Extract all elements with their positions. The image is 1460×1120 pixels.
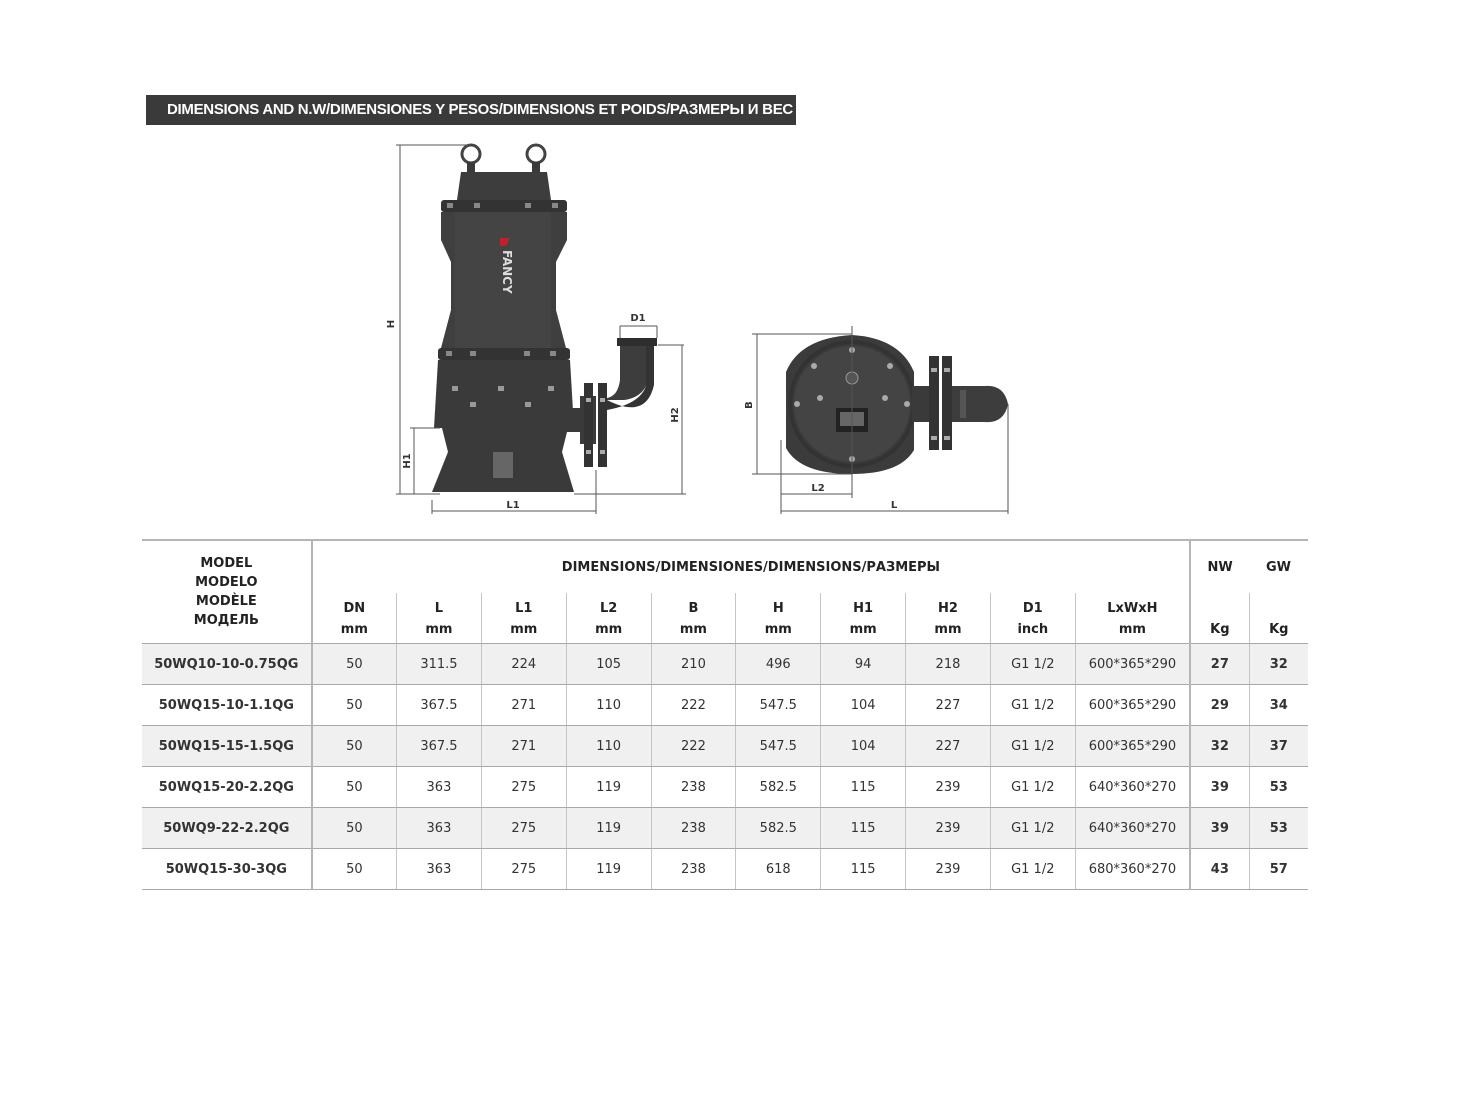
value-cell: 238 xyxy=(651,767,736,808)
col-header: H2 mm xyxy=(906,593,991,644)
value-cell: 110 xyxy=(566,685,651,726)
table-row xyxy=(142,849,1308,890)
value-cell: 50 xyxy=(312,685,397,726)
value-cell: 222 xyxy=(651,726,736,767)
nw-cell: 39 xyxy=(1190,808,1249,849)
model-cell: 50WQ15-20-2.2QG xyxy=(142,767,312,808)
value-cell: G1 1/2 xyxy=(990,808,1075,849)
table-row xyxy=(142,644,1308,685)
col-header: DN mm xyxy=(312,593,397,644)
dim-label-l2: L2 xyxy=(811,483,825,494)
value-cell: G1 1/2 xyxy=(990,726,1075,767)
value-cell: 119 xyxy=(566,808,651,849)
dim-label-l: L xyxy=(890,500,898,511)
model-cell: 50WQ9-22-2.2QG xyxy=(142,808,312,849)
col-header: Kg xyxy=(1190,593,1249,644)
value-cell: 105 xyxy=(566,644,651,685)
dimensions-table xyxy=(142,539,1308,890)
value-cell: 115 xyxy=(821,808,906,849)
gw-header: GW xyxy=(1249,540,1308,593)
value-cell: G1 1/2 xyxy=(990,767,1075,808)
value-cell: 210 xyxy=(651,644,736,685)
value-cell: 275 xyxy=(481,808,566,849)
value-cell: 115 xyxy=(821,849,906,890)
value-cell: 50 xyxy=(312,726,397,767)
value-cell: 50 xyxy=(312,808,397,849)
value-cell: 367.5 xyxy=(397,685,482,726)
dim-label-h: H xyxy=(386,319,397,329)
value-cell: 238 xyxy=(651,849,736,890)
value-cell: 50 xyxy=(312,767,397,808)
gw-cell: 37 xyxy=(1249,726,1308,767)
model-cell: 50WQ15-10-1.1QG xyxy=(142,685,312,726)
value-cell: 640*360*270 xyxy=(1075,808,1190,849)
value-cell: G1 1/2 xyxy=(990,849,1075,890)
value-cell: 547.5 xyxy=(736,685,821,726)
value-cell: 600*365*290 xyxy=(1075,685,1190,726)
model-header: MODEL MODELO MODÈLE МОДЕЛЬ xyxy=(142,540,312,644)
gw-cell: 57 xyxy=(1249,849,1308,890)
col-header: LxWxH mm xyxy=(1075,593,1190,644)
value-cell: 582.5 xyxy=(736,808,821,849)
value-cell: 680*360*270 xyxy=(1075,849,1190,890)
value-cell: 227 xyxy=(906,726,991,767)
value-cell: 600*365*290 xyxy=(1075,644,1190,685)
value-cell: 640*360*270 xyxy=(1075,767,1190,808)
col-header: L1 mm xyxy=(481,593,566,644)
nw-cell: 29 xyxy=(1190,685,1249,726)
col-header: Kg xyxy=(1249,593,1308,644)
value-cell: 239 xyxy=(906,808,991,849)
value-cell: 50 xyxy=(312,644,397,685)
value-cell: 271 xyxy=(481,685,566,726)
table-row xyxy=(142,808,1308,849)
dim-label-h2: H2 xyxy=(670,407,681,423)
nw-cell: 39 xyxy=(1190,767,1249,808)
value-cell: 311.5 xyxy=(397,644,482,685)
table-row xyxy=(142,767,1308,808)
value-cell: 104 xyxy=(821,726,906,767)
dimensions-header: DIMENSIONS/DIMENSIONES/DIMENSIONS/РАЗМЕРЫ xyxy=(312,540,1190,593)
nw-cell: 27 xyxy=(1190,644,1249,685)
nw-header: NW xyxy=(1190,540,1249,593)
brand-logo: FANCY xyxy=(500,250,514,294)
col-header: B mm xyxy=(651,593,736,644)
value-cell: 239 xyxy=(906,849,991,890)
pump-top-view xyxy=(786,335,1008,474)
col-header: H mm xyxy=(736,593,821,644)
value-cell: 618 xyxy=(736,849,821,890)
dim-label-h1: H1 xyxy=(402,453,413,469)
col-header: H1 mm xyxy=(821,593,906,644)
model-cell: 50WQ15-15-1.5QG xyxy=(142,726,312,767)
col-header: L mm xyxy=(397,593,482,644)
value-cell: 363 xyxy=(397,767,482,808)
value-cell: 496 xyxy=(736,644,821,685)
value-cell: 115 xyxy=(821,767,906,808)
value-cell: 110 xyxy=(566,726,651,767)
value-cell: 119 xyxy=(566,767,651,808)
section-banner: DIMENSIONS AND N.W/DIMENSIONES Y PESOS/DIMENSIONS ET POIDS/РАЗМЕРЫ И ВЕС xyxy=(146,95,796,125)
value-cell: 600*365*290 xyxy=(1075,726,1190,767)
value-cell: 275 xyxy=(481,849,566,890)
value-cell: 227 xyxy=(906,685,991,726)
value-cell: 363 xyxy=(397,849,482,890)
dim-label-l1: L1 xyxy=(506,500,520,511)
value-cell: 50 xyxy=(312,849,397,890)
value-cell: 582.5 xyxy=(736,767,821,808)
value-cell: 119 xyxy=(566,849,651,890)
nw-cell: 32 xyxy=(1190,726,1249,767)
value-cell: 275 xyxy=(481,767,566,808)
pump-drawing xyxy=(0,0,1460,540)
gw-cell: 34 xyxy=(1249,685,1308,726)
col-header: L2 mm xyxy=(566,593,651,644)
value-cell: G1 1/2 xyxy=(990,644,1075,685)
value-cell: 222 xyxy=(651,685,736,726)
model-cell: 50WQ15-30-3QG xyxy=(142,849,312,890)
value-cell: G1 1/2 xyxy=(990,685,1075,726)
pump-side-view xyxy=(432,145,657,492)
dim-label-d1: D1 xyxy=(630,313,646,324)
gw-cell: 32 xyxy=(1249,644,1308,685)
value-cell: 547.5 xyxy=(736,726,821,767)
col-header: D1 inch xyxy=(990,593,1075,644)
value-cell: 271 xyxy=(481,726,566,767)
value-cell: 218 xyxy=(906,644,991,685)
nw-cell: 43 xyxy=(1190,849,1249,890)
value-cell: 367.5 xyxy=(397,726,482,767)
model-cell: 50WQ10-10-0.75QG xyxy=(142,644,312,685)
value-cell: 363 xyxy=(397,808,482,849)
value-cell: 224 xyxy=(481,644,566,685)
table-row xyxy=(142,685,1308,726)
dim-label-b: B xyxy=(744,401,755,409)
value-cell: 239 xyxy=(906,767,991,808)
value-cell: 238 xyxy=(651,808,736,849)
table-row xyxy=(142,726,1308,767)
value-cell: 104 xyxy=(821,685,906,726)
value-cell: 94 xyxy=(821,644,906,685)
gw-cell: 53 xyxy=(1249,767,1308,808)
gw-cell: 53 xyxy=(1249,808,1308,849)
